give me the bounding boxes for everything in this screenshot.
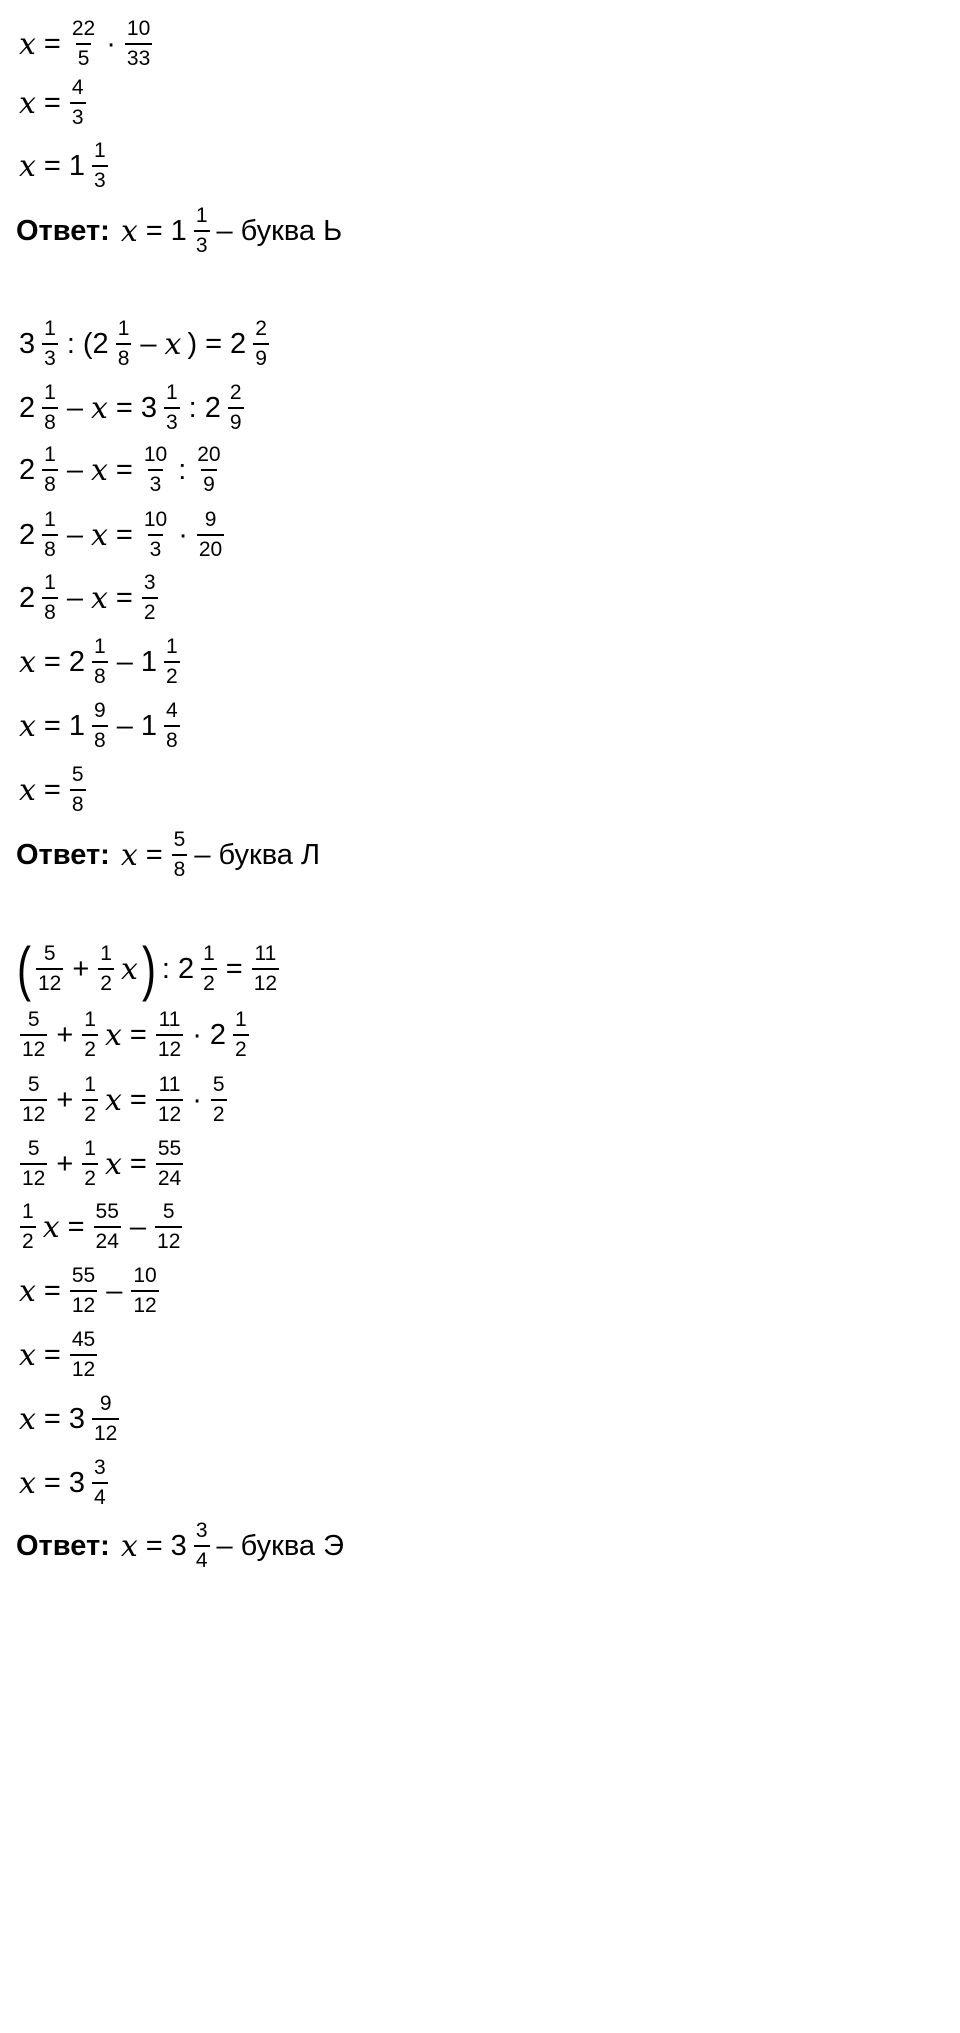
- fraction-numerator: 11: [254, 941, 277, 965]
- fraction-denominator: 9: [228, 407, 244, 434]
- fraction-numerator: 1: [84, 1072, 96, 1096]
- fraction-denominator: 12: [70, 1290, 97, 1317]
- fraction: [172, 829, 188, 881]
- operator: –: [66, 518, 83, 551]
- operator: –: [66, 453, 83, 486]
- operator: =: [225, 952, 243, 985]
- text-token: 3: [68, 1466, 85, 1499]
- fraction-numerator: 1: [165, 380, 178, 404]
- fraction-numerator: 1: [44, 570, 56, 594]
- fraction-denominator: 12: [20, 1099, 47, 1126]
- fraction-numerator: 1: [94, 138, 106, 162]
- fraction-denominator: 12: [20, 1163, 47, 1190]
- fraction-numerator: 5: [173, 827, 186, 851]
- fraction-numerator: 1: [84, 1007, 96, 1031]
- fraction-numerator: 5: [43, 941, 56, 965]
- text-token: 2: [209, 1018, 227, 1051]
- fraction-numerator: 5: [162, 1199, 175, 1223]
- fraction-denominator: 8: [42, 407, 58, 434]
- fraction-denominator: 3: [148, 469, 164, 496]
- fraction: [164, 382, 180, 434]
- variable-x: x: [42, 1209, 60, 1245]
- text-token: 1: [140, 645, 157, 678]
- fraction: [164, 700, 180, 752]
- fraction-denominator: 8: [116, 343, 132, 370]
- fraction-numerator: 22: [71, 16, 96, 40]
- operator: +: [56, 1147, 74, 1180]
- fraction-numerator: 10: [143, 442, 168, 466]
- variable-x: x: [120, 1528, 138, 1564]
- variable-x: x: [90, 390, 108, 426]
- answer-line: [16, 817, 323, 893]
- operator: =: [43, 1402, 61, 1435]
- text-token: 1: [68, 149, 85, 182]
- text-token: 2: [19, 518, 36, 551]
- fraction-denominator: 4: [194, 1545, 210, 1572]
- text-token: 2: [177, 952, 195, 985]
- fraction-numerator: 5: [212, 1072, 225, 1096]
- fraction: [70, 1329, 97, 1381]
- fraction-denominator: 12: [252, 968, 279, 995]
- fraction: [70, 1265, 97, 1317]
- operator: :: [188, 391, 197, 424]
- operator: =: [145, 838, 163, 871]
- variable-x: x: [120, 951, 138, 987]
- fraction: [253, 318, 269, 370]
- fraction-denominator: 24: [94, 1226, 121, 1253]
- fraction-numerator: 1: [94, 634, 106, 658]
- variable-x: x: [19, 1401, 36, 1437]
- fraction-numerator: 3: [94, 1455, 106, 1479]
- fraction-denominator: 12: [156, 1034, 183, 1061]
- fraction-denominator: 2: [201, 968, 217, 995]
- fraction-numerator: 5: [27, 1007, 40, 1031]
- operator: –: [106, 1274, 123, 1307]
- fraction-denominator: 12: [131, 1290, 158, 1317]
- operator: +: [56, 1083, 74, 1116]
- fraction: [70, 764, 86, 816]
- operator: ·: [178, 518, 188, 551]
- fraction: [197, 509, 224, 561]
- fraction-denominator: 12: [36, 968, 63, 995]
- fraction: [92, 1457, 108, 1509]
- fraction-numerator: 1: [44, 442, 56, 466]
- fraction: [92, 636, 108, 688]
- fraction: [36, 943, 63, 995]
- fraction-numerator: 10: [133, 1263, 157, 1287]
- fraction: [20, 1074, 47, 1126]
- fraction: [42, 509, 58, 561]
- fraction-numerator: 4: [71, 75, 84, 99]
- fraction: [156, 1138, 183, 1190]
- operator: =: [129, 1147, 147, 1180]
- operator: =: [129, 1083, 147, 1116]
- operator: +: [56, 1018, 74, 1051]
- fraction-denominator: 2: [211, 1099, 227, 1126]
- operator: =: [145, 214, 163, 247]
- operator: =: [43, 645, 61, 678]
- fraction-denominator: 3: [194, 230, 210, 257]
- fraction: [233, 1009, 249, 1061]
- fraction-denominator: 8: [172, 854, 188, 881]
- fraction: [70, 77, 86, 129]
- answer-label: Ответ:: [16, 838, 110, 871]
- fraction-denominator: 8: [70, 789, 86, 816]
- variable-x: x: [120, 837, 138, 873]
- fraction: [42, 382, 58, 434]
- variable-x: x: [164, 326, 182, 362]
- text-token: 3: [68, 1402, 85, 1435]
- operator: –: [140, 327, 157, 360]
- text-token: 1: [68, 709, 85, 742]
- operator: =: [115, 391, 133, 424]
- variable-x: x: [104, 1017, 122, 1053]
- operator: =: [115, 453, 133, 486]
- fraction-numerator: 2: [255, 316, 267, 340]
- answer-line: [16, 193, 345, 269]
- fraction-numerator: 1: [44, 507, 56, 531]
- fraction-numerator: 1: [195, 203, 208, 227]
- fraction: [194, 205, 210, 257]
- operator: ·: [192, 1083, 202, 1116]
- variable-x: x: [19, 85, 36, 121]
- parenthesis: ): [141, 935, 156, 1002]
- fraction-denominator: 5: [76, 43, 92, 70]
- fraction-numerator: 11: [158, 1072, 181, 1096]
- variable-x: x: [90, 517, 108, 553]
- fraction-numerator: 2: [229, 380, 242, 404]
- variable-x: x: [104, 1082, 122, 1118]
- fraction: [20, 1009, 47, 1061]
- fraction-denominator: 2: [142, 597, 158, 624]
- variable-x: x: [120, 213, 138, 249]
- operator: ·: [106, 27, 116, 60]
- fraction: [92, 1393, 119, 1445]
- variable-x: x: [19, 772, 36, 808]
- fraction-numerator: 1: [44, 380, 56, 404]
- variable-x: x: [19, 1465, 36, 1501]
- operator: :: [66, 327, 75, 360]
- fraction-numerator: 55: [95, 1199, 119, 1223]
- fraction-denominator: 4: [92, 1482, 108, 1509]
- fraction-denominator: 2: [98, 968, 114, 995]
- variable-x: x: [19, 708, 36, 744]
- fraction: [195, 444, 222, 496]
- fraction-numerator: 10: [126, 16, 151, 40]
- fraction-numerator: 5: [27, 1136, 40, 1160]
- fraction-numerator: 10: [143, 507, 168, 531]
- fraction: [92, 140, 108, 192]
- fraction: [142, 444, 169, 496]
- fraction-denominator: 3: [148, 534, 164, 561]
- fraction: [156, 1009, 183, 1061]
- fraction-numerator: 4: [165, 698, 178, 722]
- parenthesis: (: [16, 935, 31, 1002]
- text-token: 2: [230, 327, 247, 360]
- fraction: [20, 1201, 36, 1253]
- fraction-denominator: 9: [253, 343, 269, 370]
- fraction: [20, 1138, 47, 1190]
- fraction-numerator: 9: [99, 1391, 112, 1415]
- variable-x: x: [19, 26, 36, 62]
- operator: –: [66, 391, 83, 424]
- fraction-denominator: 2: [82, 1034, 98, 1061]
- operator: =: [145, 1529, 163, 1562]
- text-token: 2: [19, 391, 36, 424]
- fraction: [228, 382, 244, 434]
- fraction-denominator: 12: [70, 1354, 97, 1381]
- fraction-denominator: 2: [82, 1099, 98, 1126]
- fraction: [70, 18, 97, 70]
- fraction-numerator: 1: [84, 1136, 96, 1160]
- operator: =: [43, 1338, 61, 1371]
- fraction-numerator: 1: [100, 941, 112, 965]
- text-token: – буква Э: [216, 1529, 344, 1562]
- fraction: [131, 1265, 158, 1317]
- fraction: [201, 943, 217, 995]
- fraction: [211, 1074, 227, 1126]
- operator: =: [43, 86, 61, 119]
- operator: –: [66, 581, 83, 614]
- fraction-numerator: 11: [158, 1007, 181, 1031]
- operator: =: [129, 1018, 147, 1051]
- fraction-numerator: 1: [203, 941, 215, 965]
- fraction: [142, 572, 158, 624]
- fraction: [155, 1201, 182, 1253]
- fraction-numerator: 1: [235, 1007, 247, 1031]
- fraction: [42, 572, 58, 624]
- operator: –: [116, 709, 133, 742]
- fraction: [82, 1138, 98, 1190]
- text-token: 3: [19, 327, 36, 360]
- fraction-numerator: 1: [117, 316, 130, 340]
- fraction-numerator: 9: [204, 507, 217, 531]
- fraction-numerator: 1: [44, 316, 56, 340]
- text-token: 2: [68, 645, 85, 678]
- fraction-denominator: 3: [70, 102, 86, 129]
- fraction-denominator: 12: [92, 1418, 119, 1445]
- fraction-numerator: 9: [94, 698, 106, 722]
- variable-x: x: [90, 580, 108, 616]
- fraction-denominator: 3: [42, 343, 58, 370]
- fraction-numerator: 3: [195, 1518, 208, 1542]
- fraction: [42, 318, 58, 370]
- text-token: 3: [170, 1529, 187, 1562]
- fraction-numerator: 55: [71, 1263, 96, 1287]
- operator: =: [43, 149, 61, 182]
- fraction: [156, 1074, 183, 1126]
- fraction-denominator: 12: [155, 1226, 182, 1253]
- text-token: 3: [140, 391, 157, 424]
- text-token: 2: [204, 391, 221, 424]
- fraction: [94, 1201, 121, 1253]
- text-token: 1: [170, 214, 187, 247]
- operator: =: [43, 1274, 61, 1307]
- text-token: – буква Л: [194, 838, 321, 871]
- operator: =: [67, 1210, 85, 1243]
- operator: :: [178, 453, 187, 486]
- fraction-denominator: 9: [201, 469, 217, 496]
- operator: +: [72, 952, 90, 985]
- text-token: 2: [19, 581, 36, 614]
- variable-x: x: [90, 452, 108, 488]
- fraction-denominator: 2: [82, 1163, 98, 1190]
- variable-x: x: [19, 644, 36, 680]
- operator: =: [43, 27, 61, 60]
- answer-line: [16, 1508, 347, 1584]
- fraction-numerator: 1: [165, 634, 178, 658]
- operator: :: [161, 952, 170, 985]
- fraction-denominator: 3: [92, 165, 108, 192]
- fraction-numerator: 5: [27, 1072, 40, 1096]
- fraction: [142, 509, 169, 561]
- variable-x: x: [19, 1337, 36, 1373]
- operator: –: [129, 1210, 147, 1243]
- text-token: (2: [82, 327, 109, 360]
- variable-x: x: [19, 148, 36, 184]
- operator: =: [43, 1466, 61, 1499]
- fraction: [125, 18, 152, 70]
- fraction-denominator: 8: [164, 725, 180, 752]
- fraction: [98, 943, 114, 995]
- fraction-numerator: 1: [22, 1199, 34, 1223]
- fraction-denominator: 8: [42, 469, 58, 496]
- fraction-denominator: 2: [20, 1226, 36, 1253]
- fraction-numerator: 45: [71, 1327, 96, 1351]
- operator: =: [43, 773, 61, 806]
- fraction-denominator: 8: [42, 534, 58, 561]
- fraction-denominator: 8: [92, 661, 108, 688]
- fraction: [82, 1009, 98, 1061]
- fraction: [252, 943, 279, 995]
- equation-line: [16, 931, 283, 1007]
- fraction: [42, 444, 58, 496]
- variable-x: x: [104, 1146, 122, 1182]
- fraction-denominator: 8: [92, 725, 108, 752]
- fraction: [116, 318, 132, 370]
- fraction: [164, 636, 180, 688]
- answer-label: Ответ:: [16, 214, 110, 247]
- fraction: [194, 1520, 210, 1572]
- operator: =: [115, 518, 133, 551]
- fraction-denominator: 24: [156, 1163, 183, 1190]
- fraction-denominator: 8: [42, 597, 58, 624]
- fraction-denominator: 12: [20, 1034, 47, 1061]
- fraction-denominator: 3: [164, 407, 180, 434]
- fraction-denominator: 2: [164, 661, 180, 688]
- operator: –: [116, 645, 133, 678]
- fraction-numerator: 20: [197, 442, 221, 466]
- fraction-numerator: 5: [71, 762, 84, 786]
- text-token: ): [187, 327, 198, 360]
- operator: =: [43, 709, 61, 742]
- operator: =: [205, 327, 223, 360]
- operator: ·: [192, 1018, 202, 1051]
- fraction: [82, 1074, 98, 1126]
- text-token: 2: [19, 453, 36, 486]
- fraction-numerator: 55: [157, 1136, 182, 1160]
- fraction-numerator: 3: [143, 570, 156, 594]
- text-token: 1: [140, 709, 157, 742]
- fraction-denominator: 20: [197, 534, 224, 561]
- variable-x: x: [19, 1273, 36, 1309]
- fraction: [92, 700, 108, 752]
- answer-label: Ответ:: [16, 1529, 110, 1562]
- operator: =: [115, 581, 133, 614]
- fraction-denominator: 2: [233, 1034, 249, 1061]
- fraction-denominator: 33: [125, 43, 152, 70]
- fraction-denominator: 12: [156, 1099, 183, 1126]
- text-token: – буква Ь: [216, 214, 343, 247]
